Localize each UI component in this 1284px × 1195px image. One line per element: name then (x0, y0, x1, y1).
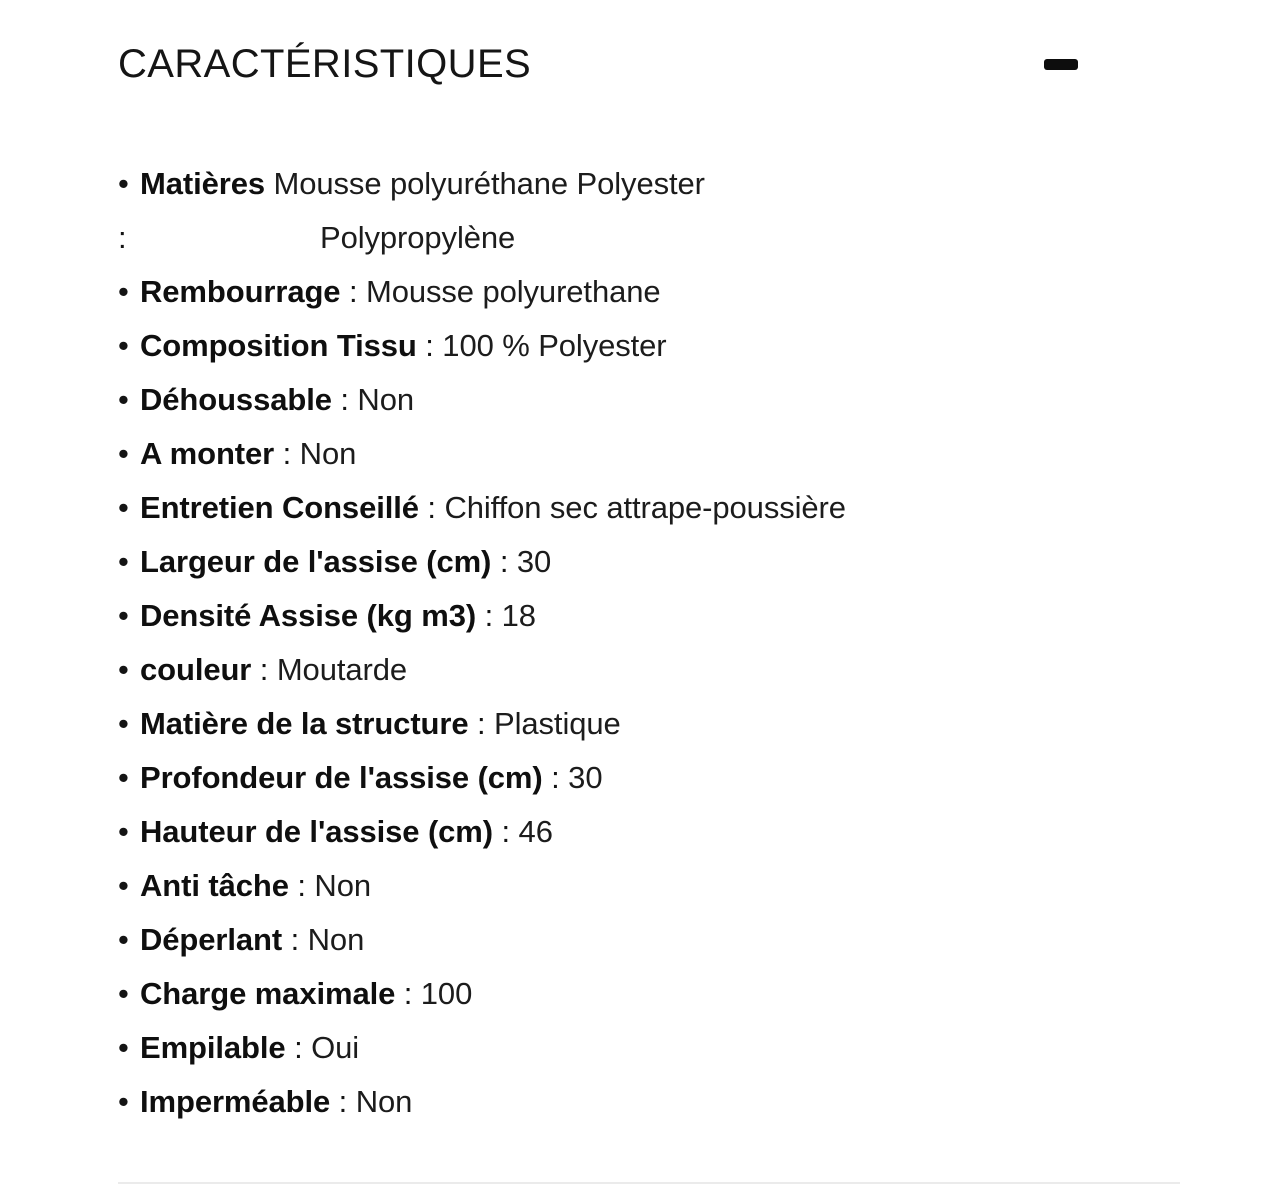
spec-separator: : (484, 598, 494, 633)
page-title: CARACTÉRISTIQUES (118, 42, 532, 86)
spec-value: Plastique (494, 706, 621, 741)
spec-value: Non (357, 382, 414, 417)
spec-row (118, 1021, 1118, 1075)
bullet-icon: • (118, 1030, 129, 1065)
bullet-icon: • (118, 166, 129, 201)
spec-value: Oui (311, 1030, 360, 1065)
spec-label: Déhoussable (140, 382, 332, 417)
spec-label: Matière de la structure (140, 706, 469, 741)
spec-separator: : (290, 922, 300, 957)
spec-separator: : (282, 436, 292, 471)
spec-label: Largeur de l'assise (cm) (140, 544, 492, 579)
spec-row (118, 859, 1118, 913)
spec-row (118, 967, 1118, 1021)
spec-row (118, 481, 1118, 535)
spec-separator: : (297, 868, 306, 903)
spec-value: 46 (518, 814, 553, 849)
spec-label: Déperlant (140, 922, 283, 957)
spec-label: Charge maximale (140, 976, 396, 1011)
spec-row (118, 373, 1118, 427)
spec-label: Composition Tissu (140, 328, 417, 363)
spec-row (118, 265, 1118, 319)
spec-separator: : (338, 1084, 348, 1119)
spec-separator: : (551, 760, 560, 795)
spec-separator: : (477, 706, 486, 741)
spec-row (118, 157, 1118, 211)
spec-row (118, 805, 1118, 859)
spec-value: Non (307, 922, 365, 957)
spec-separator: : (348, 274, 358, 309)
bullet-icon: • (118, 976, 129, 1011)
spec-row (118, 913, 1118, 967)
specifications-list (118, 157, 1118, 1129)
spec-label: Anti tâche (140, 868, 289, 903)
spec-separator: : (294, 1030, 303, 1065)
spec-row (118, 643, 1118, 697)
spec-value: Non (299, 436, 357, 471)
bullet-icon: • (118, 706, 129, 741)
spec-label: Entretien Conseillé (140, 490, 419, 525)
spec-row (118, 751, 1118, 805)
bullet-icon: • (118, 868, 129, 903)
spec-label: Imperméable (140, 1084, 331, 1119)
bullet-icon: • (118, 436, 129, 471)
spec-value: Chiffon sec attrape-poussière (444, 490, 846, 525)
spec-label: Rembourrage (140, 274, 341, 309)
spec-separator: : (425, 328, 434, 363)
spec-row (118, 589, 1118, 643)
spec-label: A monter (140, 436, 275, 471)
spec-label: Empilable (140, 1030, 286, 1065)
bullet-icon: • (118, 922, 129, 957)
spec-row-continuation (118, 211, 1118, 265)
bullet-icon: • (118, 274, 129, 309)
spec-row (118, 697, 1118, 751)
spec-value: 30 (516, 544, 552, 579)
spec-separator: : (259, 652, 269, 687)
spec-row (118, 1075, 1118, 1129)
spec-separator: : (427, 490, 436, 525)
bullet-icon: • (118, 814, 129, 849)
spec-value: Non (355, 1084, 413, 1119)
spec-value: Mousse polyurethane (366, 274, 661, 309)
spec-value: Polypropylène (320, 220, 516, 255)
spec-row (118, 427, 1118, 481)
spec-separator: : (118, 220, 127, 255)
spec-value: Moutarde (276, 652, 407, 687)
spec-separator: : (501, 814, 511, 849)
spec-label: Densité Assise (kg m3) (140, 598, 477, 633)
spec-value: Mousse polyuréthane Polyester (273, 166, 705, 201)
characteristics-accordion-header[interactable] (118, 36, 1078, 92)
minus-icon[interactable] (1044, 59, 1078, 70)
spec-row (118, 319, 1118, 373)
spec-label: couleur (140, 652, 252, 687)
bullet-icon: • (118, 598, 129, 633)
spec-value: 30 (568, 760, 603, 795)
spec-value: 18 (501, 598, 536, 633)
bullet-icon: • (118, 544, 129, 579)
spec-separator: : (340, 382, 349, 417)
bullet-icon: • (118, 328, 129, 363)
section-divider (118, 1182, 1180, 1184)
bullet-icon: • (118, 490, 129, 525)
spec-value: Non (314, 868, 371, 903)
spec-label: Matières (140, 166, 265, 201)
spec-label: Profondeur de l'assise (cm) (140, 760, 543, 795)
spec-separator: : (499, 544, 509, 579)
bullet-icon: • (118, 760, 129, 795)
spec-label: Hauteur de l'assise (cm) (140, 814, 493, 849)
spec-row (118, 535, 1118, 589)
bullet-icon: • (118, 1084, 129, 1119)
bullet-icon: • (118, 652, 129, 687)
spec-separator: : (403, 976, 413, 1011)
spec-value: 100 (420, 976, 473, 1011)
bullet-icon: • (118, 382, 129, 417)
spec-value: 100 % Polyester (442, 328, 667, 363)
